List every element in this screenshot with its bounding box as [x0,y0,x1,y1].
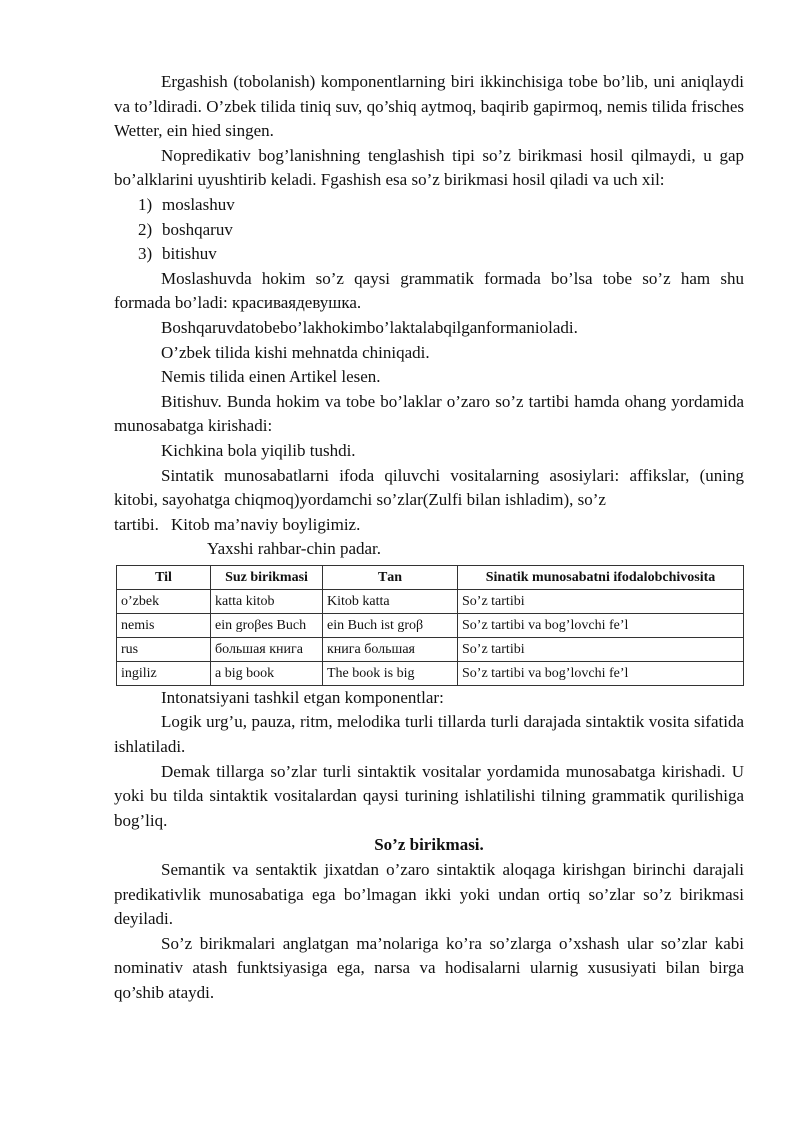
list-text: boshqaruv [162,219,233,239]
list-number: 3) [138,244,153,264]
column-header-til: Til [117,565,211,589]
paragraph-tartibi-line [114,513,744,538]
table-cell: So’z tartibi [458,589,744,613]
example-kitob: Kitob ma’naviy boyligimiz. [171,514,361,534]
table-row [117,661,744,685]
table-row [117,637,744,661]
list-item [114,218,744,243]
paragraph-example-german: Nemis tilida einen Artikel lesen. [161,367,381,387]
comparison-table [116,565,744,686]
paragraph-semantik: Semantik va sentaktik jixatdan o’zaro sintaktik aloqaga kirishgan birinchi darajali predikativlik munosabatiga ega bo’lmagan ikki yoki undan ortiq so’zlar so’z birikmasi deyiladi. [114,860,744,929]
paragraph-logik-urgu: Logik urg’u, pauza, ritm, melodika turli tillarda turli darajada sintaktik vosita sifatida ishlatiladi. [114,712,744,757]
list-number: 1) [138,194,153,214]
paragraph-ergashish: Ergashish (tobolanish) komponentlarning biri ikkinchisiga tobe bo’lib, uni aniqlaydi va to’ldiradi. O’zbek tilida tiniq suv, qo’shiq aytmoq, baqirib gapirmoq, nemis tilida frisches Wetter, ein hied singen. [114,72,744,141]
table-cell: The book is big [323,661,458,685]
list-text: bitishuv [162,244,217,264]
paragraph-moslashuv: Moslashuvda hokim so’z qaysi grammatik formada bo’lsa tobe so’z ham shu formada bo’ladi: красиваядевушка. [114,268,744,313]
paragraph-bitishuv: Bitishuv. Bunda hokim va tobe bo’laklar o’zaro so’z tartibi hamda ohang yordamida munosabatga kirishadi: [114,391,744,436]
table-row [117,613,744,637]
list-text: moslashuv [162,194,235,214]
section-heading: So’z birikmasi. [374,835,484,855]
document-page [114,70,744,1006]
table-cell: ein Buch ist groβ [323,613,458,637]
tartibi-word: tartibi. [114,514,159,534]
table-cell: o’zbek [117,589,211,613]
example-rahbar: Yaxshi rahbar-chin padar. [207,539,382,559]
table-row [117,589,744,613]
column-header-tan: Тan [323,565,458,589]
table-cell: rus [117,637,211,661]
paragraph-example-uzbek: O’zbek tilida kishi mehnatda chiniqadi. [161,342,430,362]
paragraph-nopredikativ: Nopredikativ bog’lanishning tenglashish tipi so’z birikmasi hosil qilmaydi, u gap bo’alklarini uyushtirib keladi. Fgashish esa so’z birikmasi hosil qiladi va uch xil: [114,145,744,190]
paragraph-example-bitishuv: Kichkina bola yiqilib tushdi. [161,440,356,460]
numbered-list [114,193,744,267]
list-item [114,193,744,218]
paragraph-boshqaruv: Boshqaruvdatobebo’lakhokimbo’laktalabqilganformanioladi. [161,317,578,337]
table-cell: So’z tartibi va bog’lovchi fe’l [458,661,744,685]
list-item [114,242,744,267]
table-cell: ingiliz [117,661,211,685]
table-cell: a big book [211,661,323,685]
table-cell: ein groβes Buch [211,613,323,637]
table-header-row [117,565,744,589]
table-cell: So’z tartibi [458,637,744,661]
table-cell: большая книга [211,637,323,661]
paragraph-sintatik: Sintatik munosabatlarni ifoda qiluvchi vositalarning asosiylari: affikslar, (uning kitobi, sayohatga chiqmoq)yordamchi so’zlar(Zulfi bilan ishladim), so’z [114,465,744,510]
column-header-vosita: Sinatik munosabatni ifodalobchivosita [458,565,744,589]
column-header-birikma: Suz birikmasi [211,565,323,589]
table-cell: katta kitob [211,589,323,613]
paragraph-demak: Demak tillarga so’zlar turli sintaktik vositalar yordamida munosabatga kirishadi. U yoki bu tilda sintaktik vositalardan qaysi turining ishlatilishi tilning grammatik qurilishiga bog’liq. [114,761,744,830]
list-number: 2) [138,219,153,239]
paragraph-birikmalari: So’z birikmalari anglatgan ma’nolariga ko’ra so’zlarga o’xshash ular so’zlar kabi nominativ atash funktsiyasiga ega, narsa va hodisalarni ularnig xususiyati bilan birga qo’shib ataydi. [114,933,744,1002]
table-cell: книга большая [323,637,458,661]
table-cell: So’z tartibi va bog’lovchi fe’l [458,613,744,637]
table-cell: Kitob katta [323,589,458,613]
paragraph-intonatsiya: Intonatsiyani tashkil etgan komponentlar: [161,687,444,707]
table-cell: nemis [117,613,211,637]
